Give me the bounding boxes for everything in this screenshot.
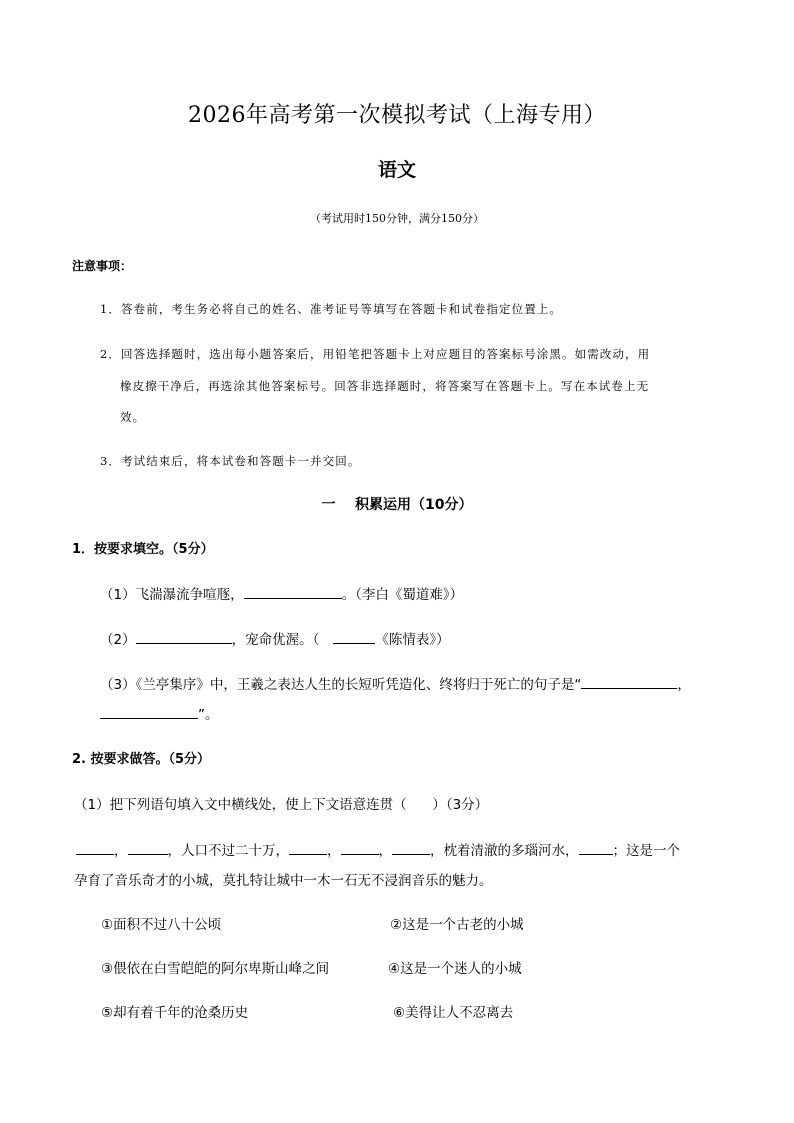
passage-sep: ， [378, 843, 392, 859]
sub-2-suffix: 《陈情表》） [375, 632, 450, 648]
notice-item-2-line-1: 2．回答选择题时，选出每小题答案后，用铅笔把答题卡上对应题目的答案标号涂黑。如需改动，用 [100, 347, 651, 361]
subject-title: 语文 [377, 159, 416, 181]
notice-item-2-line-2: 橡皮擦干净后，再选涂其他答案标号。回答非选择题时，将答案写在答题卡上。写在本试卷上无 [120, 379, 650, 393]
passage-seg-2: ，枕着清澈的多瑙河水， [430, 843, 579, 859]
sub-3-comma: ， [677, 677, 691, 693]
section-heading: 一 积累运用（10分） [321, 497, 473, 513]
sub-3-text: （3）《兰亭集序》中，王羲之表达人生的长短听凭造化、终将归于死亡的句子是“ [100, 677, 582, 693]
passage-sep: ， [327, 843, 341, 859]
answer-blank[interactable] [333, 629, 375, 644]
sub-1-suffix: 。（李白《蜀道难》） [341, 587, 464, 603]
option-2: ②这是一个古老的小城 [390, 917, 524, 933]
notice-item-2-line-3: 效。 [120, 410, 146, 424]
answer-blank[interactable] [392, 840, 430, 855]
answer-blank[interactable] [341, 840, 379, 855]
option-6: ⑥美得让人不忍离去 [393, 1005, 514, 1021]
answer-blank[interactable] [289, 840, 327, 855]
option-1: ①面积不过八十公顷 [101, 917, 222, 933]
question-2-passage-line-1 [76, 840, 680, 861]
passage-seg-3: ；这是一个 [612, 843, 680, 859]
question-2-heading: 2. 按要求做答。（5分） [72, 752, 211, 767]
time-note: （考试用时150分钟，满分150分） [310, 212, 484, 225]
question-1-sub-3-line-1 [100, 674, 691, 695]
option-3: ③偎依在白雪皑皑的阿尔卑斯山峰之间 [101, 961, 330, 977]
sub-2-prefix: （2） [100, 632, 136, 648]
question-1-heading: 1．按要求填空。（5分） [72, 542, 214, 557]
notice-heading: 注意事项： [72, 259, 133, 273]
notice-item-3: 3．考试结束后，将本试卷和答题卡一并交回。 [100, 454, 361, 468]
answer-blank[interactable] [579, 840, 613, 855]
option-4: ④这是一个迷人的小城 [388, 961, 522, 977]
answer-blank[interactable] [244, 584, 342, 599]
answer-blank[interactable] [100, 704, 198, 719]
passage-seg-1: ，人口不过二十万， [167, 843, 289, 859]
question-1-sub-2 [100, 629, 450, 650]
answer-blank[interactable] [136, 629, 232, 644]
question-2-passage-line-2: 孕育了音乐奇才的小城，莫扎特让城中一木一石无不浸润音乐的魅力。 [74, 873, 493, 889]
option-5: ⑤却有着千年的沧桑历史 [101, 1005, 249, 1021]
question-1-sub-3-line-2 [100, 704, 219, 725]
passage-sep: ， [114, 843, 128, 859]
answer-blank[interactable] [128, 840, 168, 855]
exam-title: 2026年高考第一次模拟考试（上海专用） [188, 103, 606, 128]
sub-3-end: ”。 [198, 707, 219, 723]
answer-blank[interactable] [76, 840, 114, 855]
question-2-sub-1: （1）把下列语句填入文中横线处，使上下文语意连贯（ ）（3分） [74, 797, 489, 813]
question-1-sub-1 [100, 584, 463, 605]
sub-2-middle: ，宠命优渥。（ [231, 632, 320, 648]
answer-blank[interactable] [581, 674, 677, 689]
notice-item-1: 1．答卷前，考生务必将自己的姓名、准考证号等填写在答题卡和试卷指定位置上。 [100, 302, 563, 316]
sub-1-prefix: （1）飞湍瀑流争喧豗， [100, 587, 244, 603]
